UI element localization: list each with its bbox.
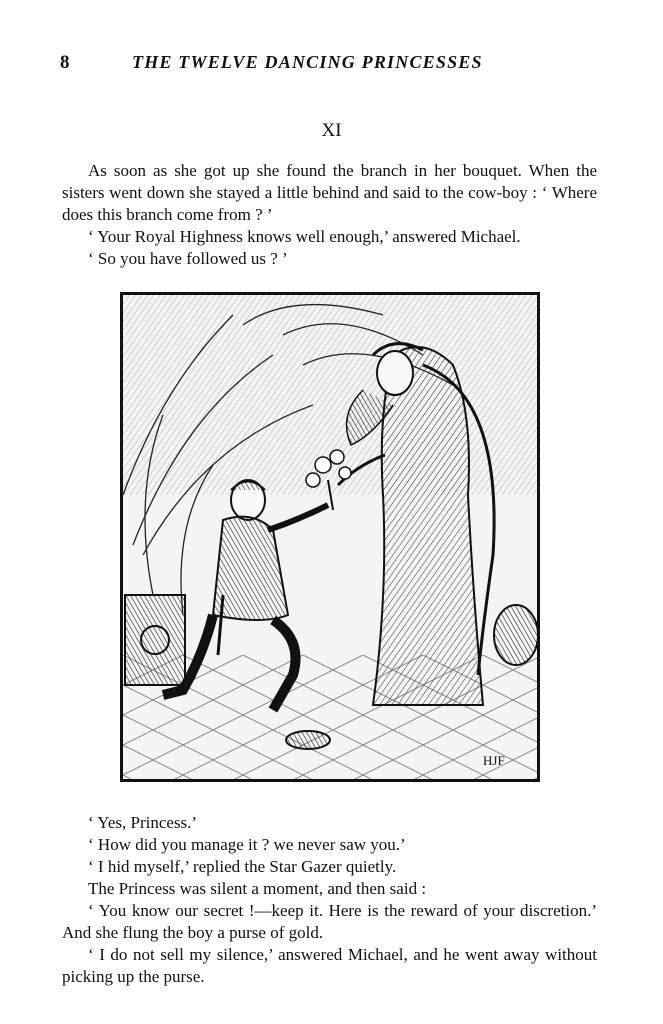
- text-block-bottom: [62, 812, 597, 988]
- illustration-monogram: HJF: [483, 753, 505, 768]
- page-number: 8: [60, 52, 70, 73]
- running-title: THE TWELVE DANCING PRINCESSES: [132, 52, 483, 72]
- paragraph: ‘ So you have followed us ? ’: [88, 249, 288, 268]
- chapter-heading: XI: [321, 120, 342, 141]
- paragraph: ‘ I hid myself,’ replied the Star Gazer quietly.: [88, 857, 397, 876]
- paragraph: ‘ You know our secret !—keep it. Here is the reward of your discretion.’ And she flung the boy a purse of gold.: [62, 901, 597, 942]
- illustration-drawing: [123, 295, 537, 779]
- running-header: [60, 52, 600, 80]
- paragraph: The Princess was silent a moment, and then said :: [88, 879, 427, 898]
- text-block-top: [62, 160, 597, 270]
- paragraph: ‘ How did you manage it ? we never saw you.’: [88, 835, 406, 854]
- paragraph: As soon as she got up she found the branch in her bouquet. When the sisters went down she stayed a little behind and said to the cow-boy : ‘ Where does this branch come from ? ’: [62, 161, 597, 224]
- paragraph: ‘ I do not sell my silence,’ answered Michael, and he went away without picking up the purse.: [62, 945, 597, 986]
- paragraph: ‘ Yes, Princess.’: [88, 813, 198, 832]
- paragraph: ‘ Your Royal Highness knows well enough,’ answered Michael.: [88, 227, 521, 246]
- illustration: [120, 292, 540, 782]
